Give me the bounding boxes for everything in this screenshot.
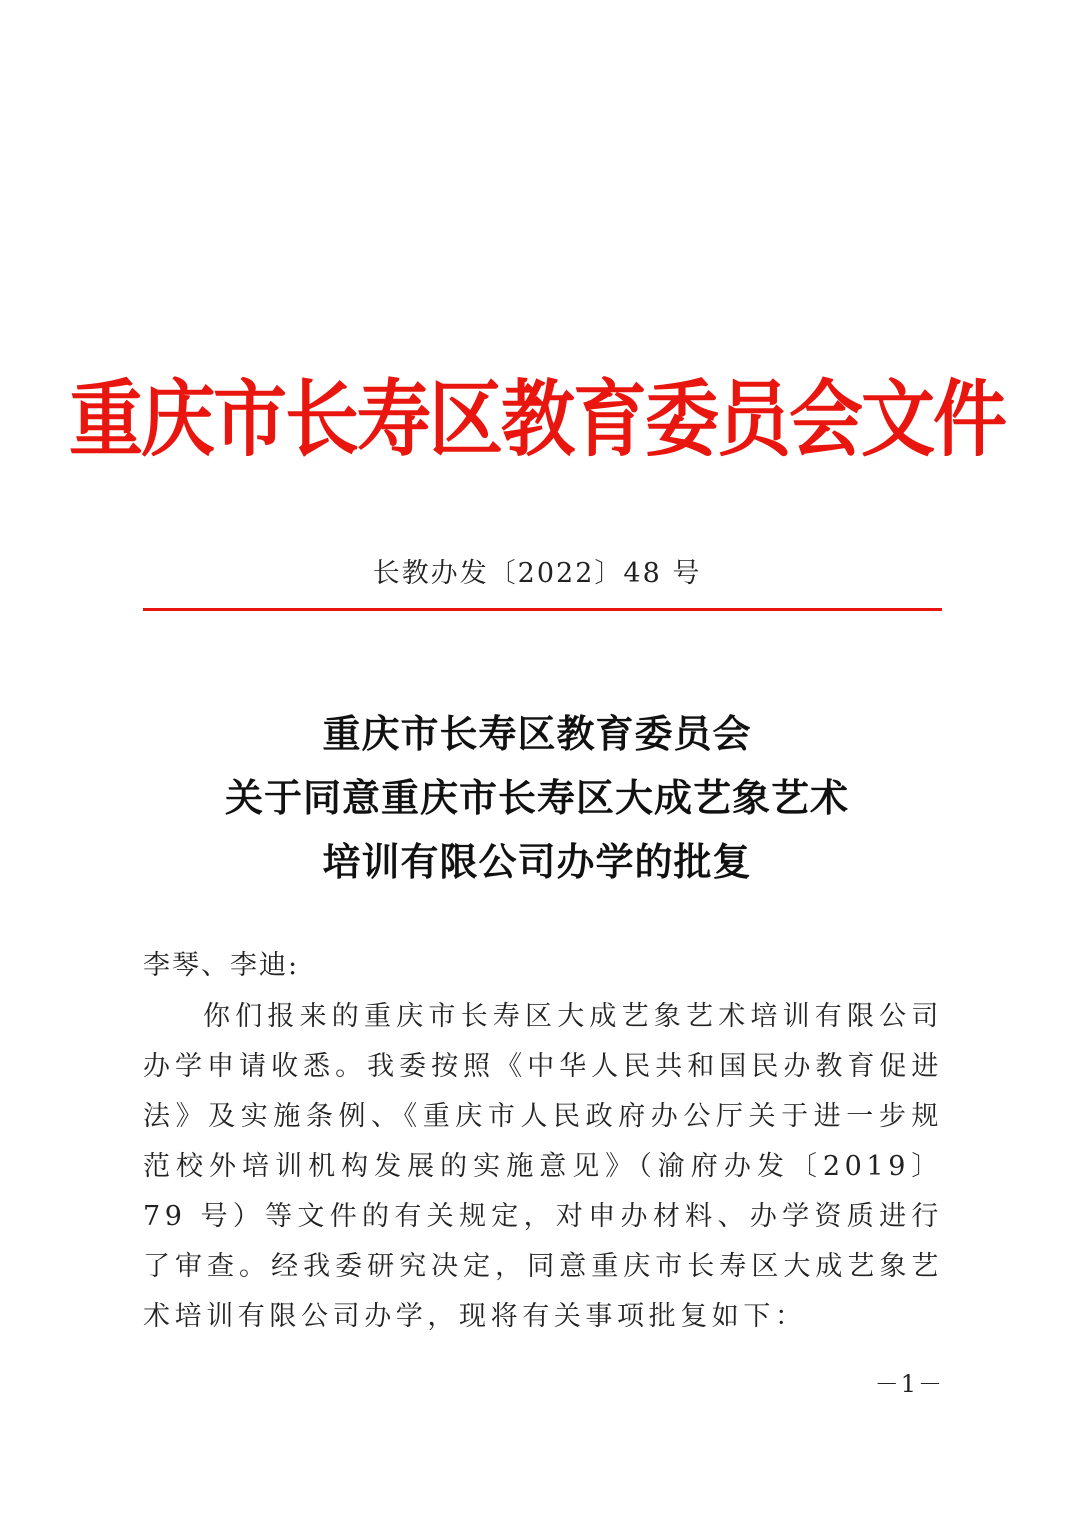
document-number: 长教办发〔2022〕48 号 bbox=[372, 558, 702, 589]
document-header-title: 重庆市长寿区教育委员会文件 bbox=[69, 371, 1005, 469]
addressee: 李琴、李迪: bbox=[143, 950, 300, 981]
subject-line-3: 培训有限公司办学的批复 bbox=[322, 839, 752, 884]
body-paragraph: 你们报来的重庆市长寿区大成艺象艺术培训有限公司办学申请收悉。我委按照《中华人民共和国民办教育促进法》及实施条例、《重庆市人民政府办公厅关于进一步规范校外培训机构发展的实施意见》（渝府办发〔2019〕79 号）等文件的有关规定，对申办材料、办学资质进行了审查。经我委研究决定，同意重庆市长寿区大成艺象艺术培训有限公司办学，现将有关事项批复如下： bbox=[143, 1001, 943, 1332]
subject-line-2: 关于同意重庆市长寿区大成艺象艺术 bbox=[224, 775, 849, 820]
page-number: －1－ bbox=[874, 1370, 944, 1398]
red-divider-rule bbox=[143, 608, 942, 611]
document-subject bbox=[0, 702, 1074, 894]
subject-line-1: 重庆市长寿区教育委员会 bbox=[322, 711, 752, 756]
